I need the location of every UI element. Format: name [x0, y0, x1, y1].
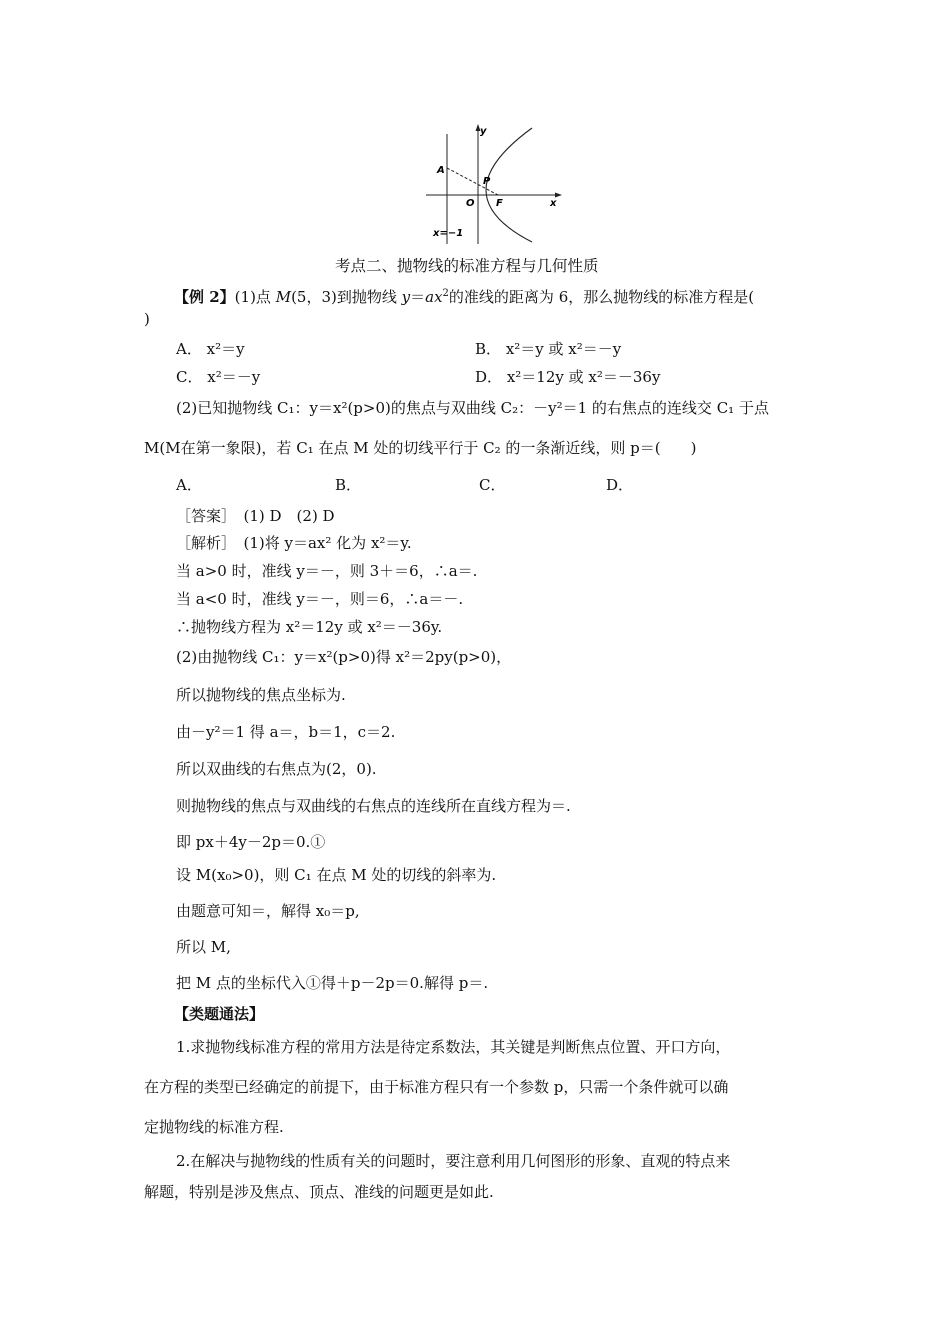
label-y: y: [480, 126, 487, 137]
label-x: x: [550, 198, 557, 209]
analysis-line: 所以抛物线的焦点坐标为.: [176, 686, 346, 704]
label-p: P: [483, 176, 491, 187]
analysis-line: 把 M 点的坐标代入①得＋p－2p＝0.解得 p＝.: [176, 974, 489, 992]
analysis-line: 所以 M,: [176, 938, 231, 956]
analysis-line: 由－y²＝1 得 a＝，b＝1，c＝2.: [176, 723, 396, 741]
answer-line: ［答案］ (1) D (2) D: [176, 507, 335, 525]
parabola-curve: [486, 128, 532, 242]
example2-label: 【例 2】: [174, 288, 235, 306]
method-line: 2.在解决与抛物线的性质有关的问题时，要注意利用几何图形的形象、直观的特点来: [176, 1152, 731, 1170]
example2-question2-line1: (2)已知抛物线 C₁：y＝x²(p>0)的焦点与双曲线 C₂：－y²＝1 的右焦点的连线交 C₁ 于点: [176, 399, 769, 417]
section-title: 考点二、抛物线的标准方程与几何性质: [335, 257, 599, 275]
analysis-line: 当 a>0 时，准线 y＝－，则 3＋＝6，∴a＝.: [176, 562, 478, 580]
parabola-diagram: [418, 120, 568, 245]
analysis-line: ∴抛物线方程为 x²＝12y 或 x²＝－36y.: [176, 618, 443, 636]
method-title: 【类题通法】: [174, 1005, 265, 1023]
q1-option-c: C． x²＝－y: [176, 368, 261, 386]
q2-option-a: A．: [176, 476, 202, 494]
q2-option-c: C．: [479, 476, 506, 494]
parabola-figure: [418, 120, 568, 245]
label-directrix: x=−1: [433, 228, 464, 239]
analysis-line: 所以双曲线的右焦点为(2，0).: [176, 760, 377, 778]
q2-option-b: B．: [335, 476, 362, 494]
method-line: 定抛物线的标准方程.: [144, 1118, 284, 1136]
x-axis-arrow: [555, 193, 562, 198]
label-f: F: [496, 198, 503, 209]
method-line: 1.求抛物线标准方程的常用方法是待定系数法，其关键是判断焦点位置、开口方向，: [176, 1038, 731, 1056]
q2-option-d: D．: [606, 476, 634, 494]
method-line: 解题，特别是涉及焦点、顶点、准线的问题更是如此.: [144, 1183, 494, 1201]
analysis-line: 则抛物线的焦点与双曲线的右焦点的连线所在直线方程为＝.: [176, 797, 571, 815]
analysis-line: 设 M(x₀>0)，则 C₁ 在点 M 处的切线的斜率为.: [176, 866, 497, 884]
example2-question2-line2: M(M在第一象限)，若 C₁ 在点 M 处的切线平行于 C₂ 的一条渐近线，则 p＝( ): [144, 439, 697, 457]
analysis-line: 由题意可知＝，解得 x₀＝p,: [176, 902, 360, 920]
q1-option-a: A． x²＝y: [176, 340, 245, 358]
analysis-line: ［解析］ (1)将 y＝ax² 化为 x²＝y.: [176, 534, 412, 552]
method-line: 在方程的类型已经确定的前提下，由于标准方程只有一个参数 p，只需一个条件就可以确: [144, 1078, 729, 1096]
label-o: O: [466, 198, 475, 209]
q1-option-d: D． x²＝12y 或 x²＝－36y: [475, 368, 661, 386]
example2-question1-close: ): [144, 310, 150, 328]
label-a: A: [437, 165, 445, 176]
q1-option-b: B． x²＝y 或 x²＝－y: [475, 340, 622, 358]
analysis-line: (2)由抛物线 C₁：y＝x²(p>0)得 x²＝2py(p>0)，: [176, 648, 512, 666]
analysis-line: 即 px＋4y－2p＝0.①: [176, 833, 326, 851]
example2-question1: 【例 2】(1)点 M(5，3)到抛物线 $y=ax^2$的准线的距离为 6，那么抛物线的标准方程是(: [174, 288, 755, 306]
analysis-line: 当 a<0 时，准线 y＝－，则＝6，∴a＝－.: [176, 590, 464, 608]
